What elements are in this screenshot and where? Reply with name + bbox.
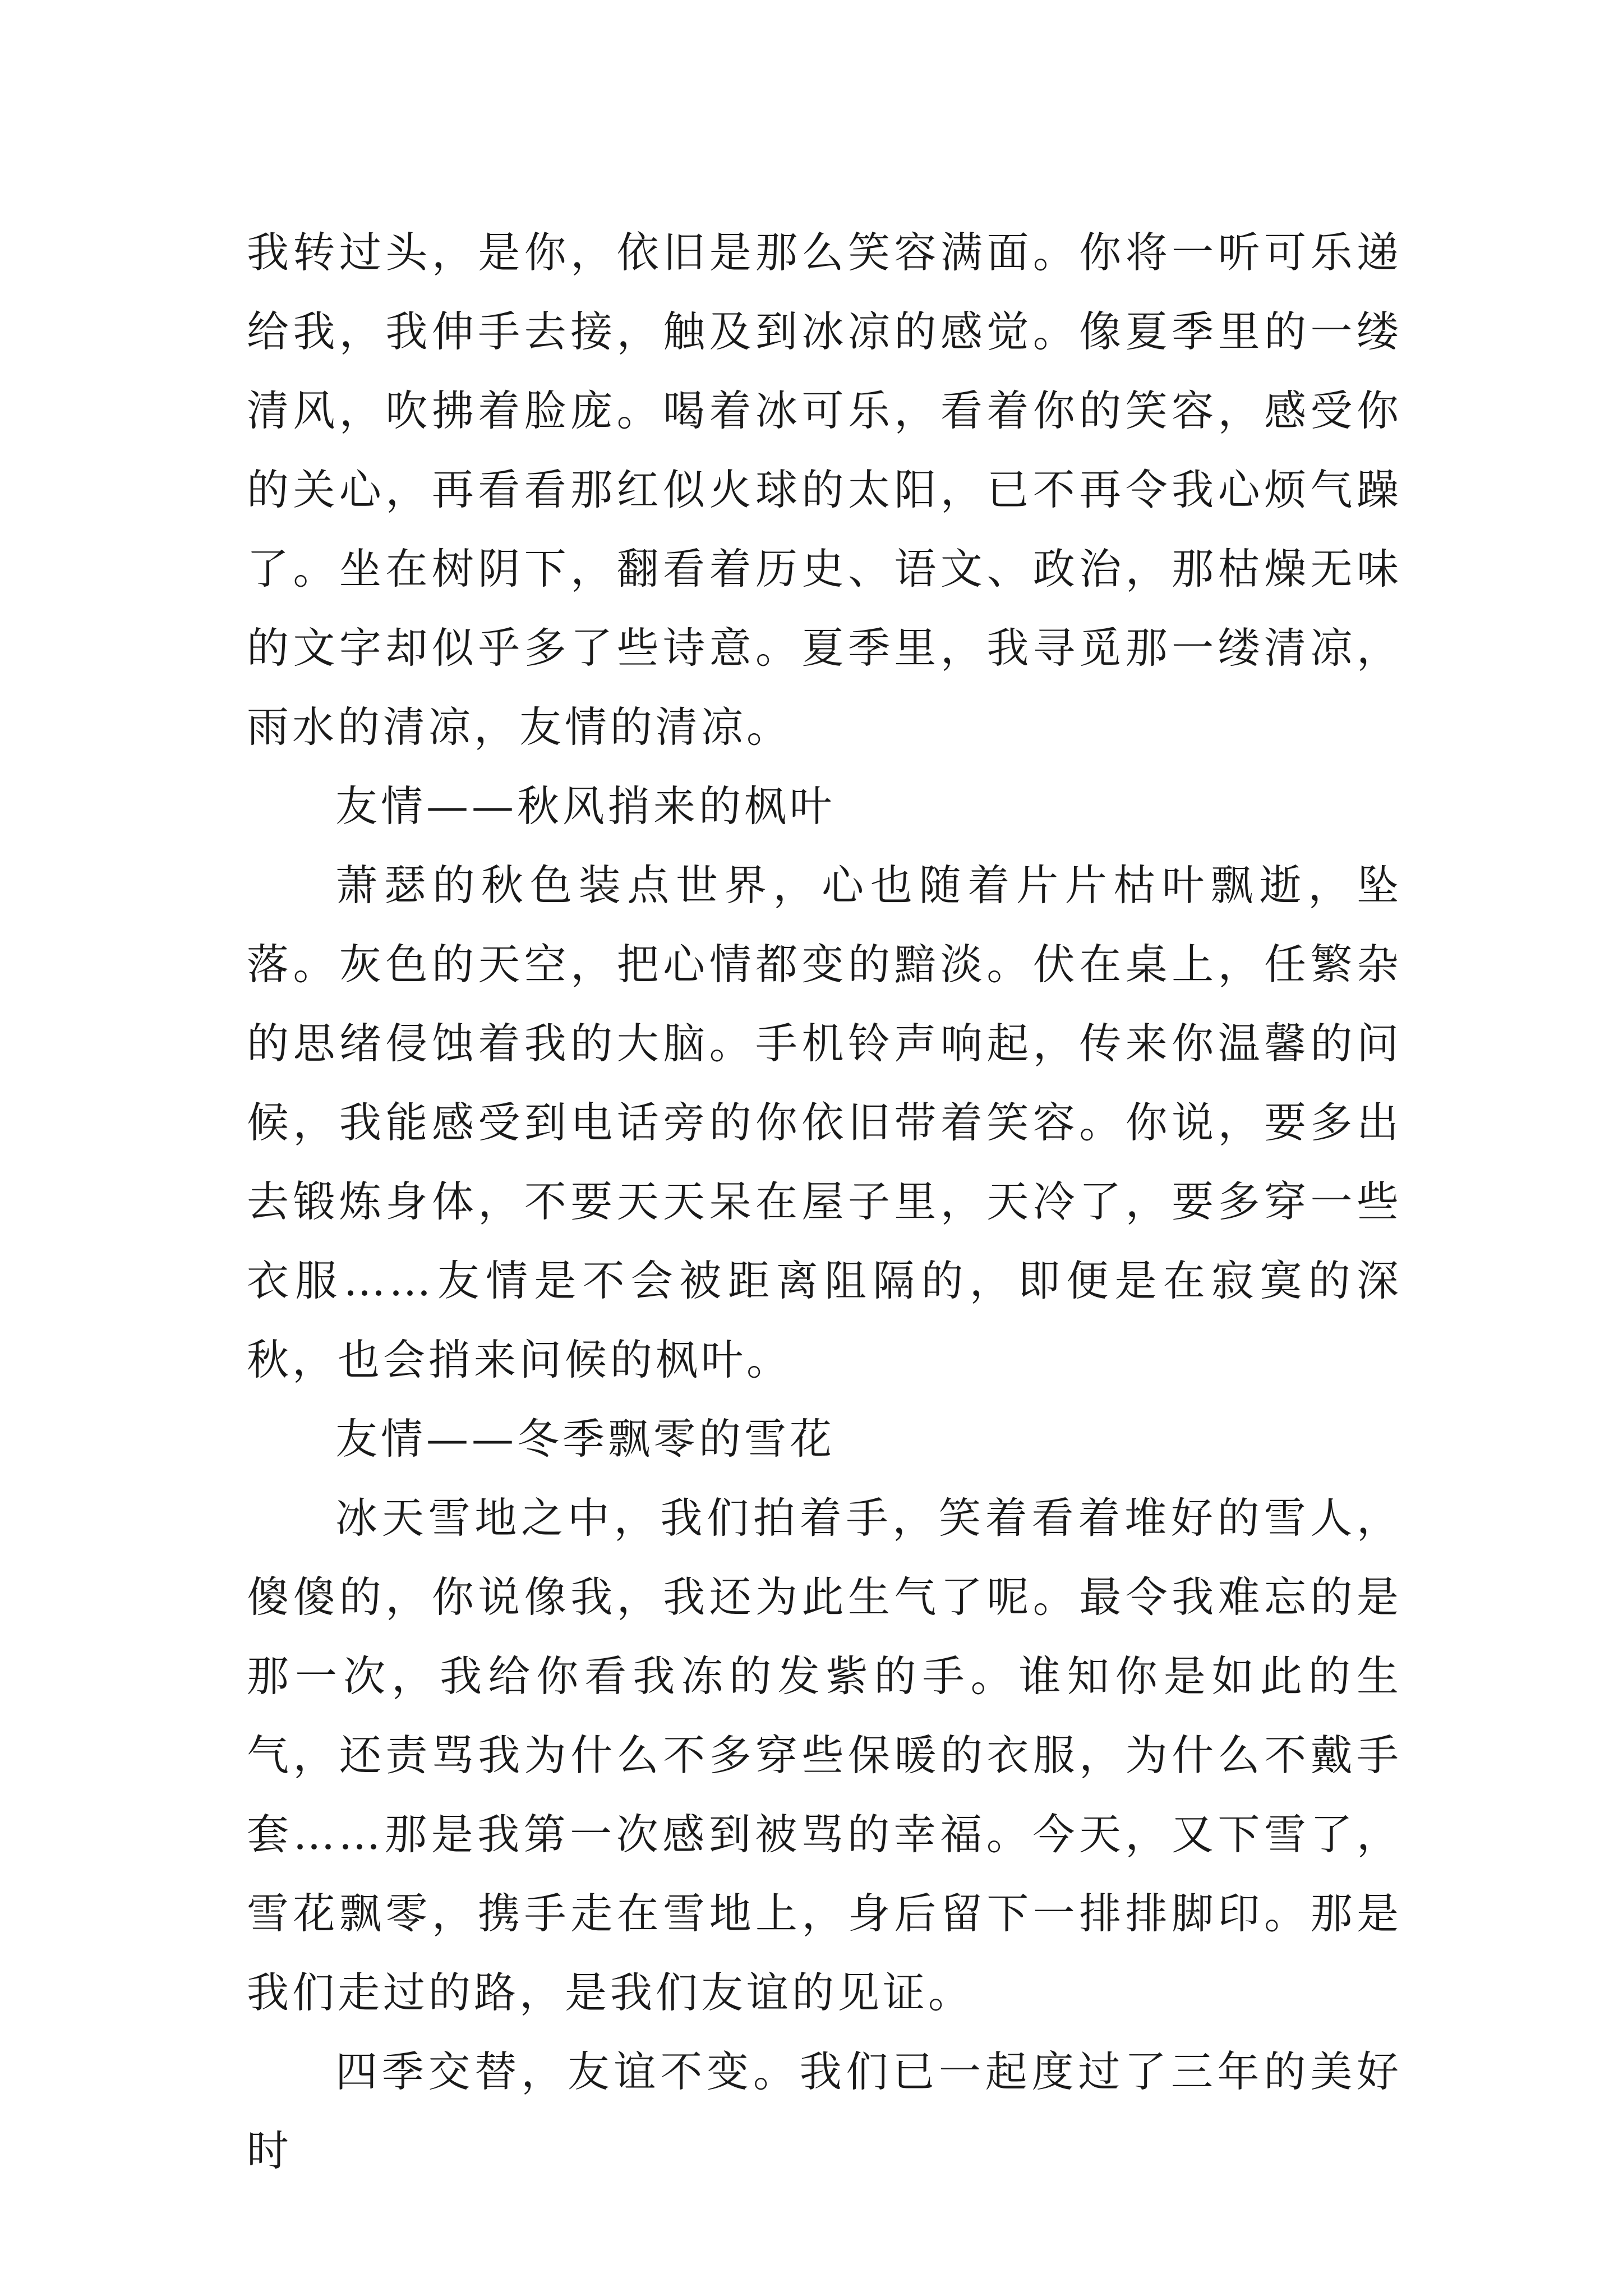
heading-autumn: 友情——秋风捎来的枫叶	[335, 781, 836, 831]
paragraph-summer-continued: 我转过头，是你，依旧是那么笑容满面。你将一听可乐递给我，我伸手去接，触及到冰凉的感觉。像夏季里的一缕清风，吹拂着脸庞。喝着冰可乐，看着你的笑容，感受你的关心，再看看那红似火球的太阳，已不再令我心烦气躁了。坐在树阴下，翻看着历史、语文、政治，那枯燥无味的文字却似乎多了些诗意。夏季里，我寻觅那一缕清凉，雨水的清凉，友情的清凉。	[247, 228, 1402, 752]
paragraph-conclusion: 四季交替，友谊不变。我们已一起度过了三年的美好时	[247, 2047, 1402, 2175]
document-body	[247, 213, 1402, 2191]
paragraph-winter: 冰天雪地之中，我们拍着手，笑着看着堆好的雪人，傻傻的，你说像我，我还为此生气了呢。最令我难忘的是那一次，我给你看我冻的发紫的手。谁知你是如此的生气，还责骂我为什么不多穿些保暖的衣服，为什么不戴手套……那是我第一次感到被骂的幸福。今天，又下雪了，雪花飘零，携手走在雪地上，身后留下一排排脚印。那是我们走过的路，是我们友谊的见证。	[247, 1493, 1402, 2017]
heading-winter: 友情——冬季飘零的雪花	[335, 1414, 836, 1464]
paragraph-autumn: 萧瑟的秋色装点世界，心也随着片片枯叶飘逝，坠落。灰色的天空，把心情都变的黯淡。伏在桌上，任繁杂的思绪侵蚀着我的大脑。手机铃声响起，传来你温馨的问候，我能感受到电话旁的你依旧带着笑容。你说，要多出去锻炼身体，不要天天呆在屋子里，天冷了，要多穿一些衣服……友情是不会被距离阻隔的，即便是在寂寞的深秋，也会捎来问候的枫叶。	[247, 861, 1402, 1384]
